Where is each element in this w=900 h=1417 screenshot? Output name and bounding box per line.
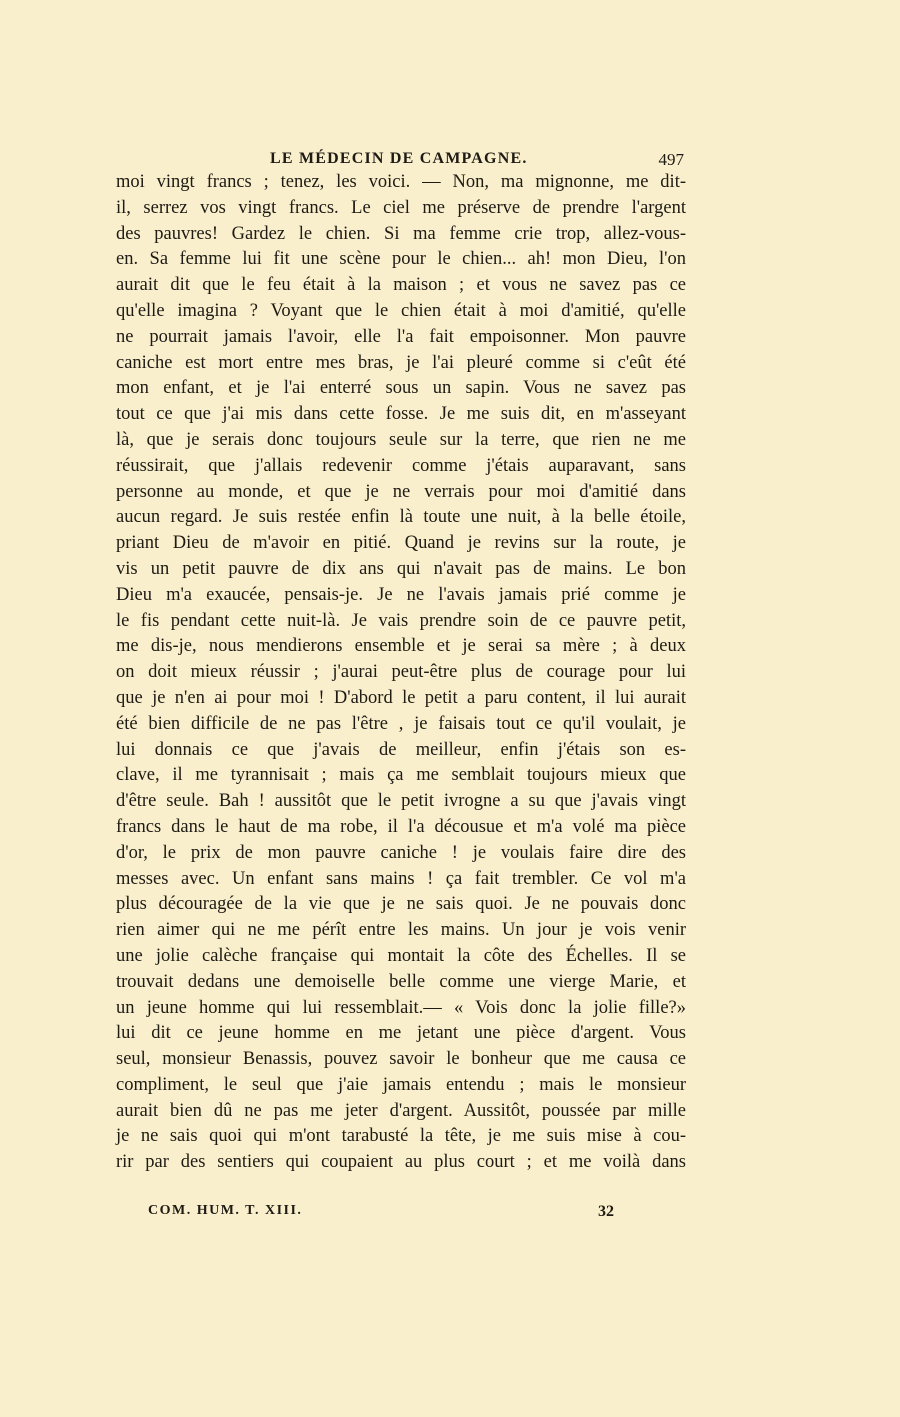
- text-line: messes avec. Un enfant sans mains ! ça fait trembler. Ce vol m'a: [116, 868, 686, 889]
- running-title: LE MÉDECIN DE CAMPAGNE.: [270, 150, 528, 167]
- text-line: me dis-je, nous mendierons ensemble et je serai sa mère ; à deux: [116, 636, 686, 657]
- text-line: une jolie calèche française qui montait la côte des Échelles. Il se: [116, 945, 686, 966]
- text-line: là, que je serais donc toujours seule sur la terre, que rien ne me: [116, 429, 686, 450]
- text-line: un jeune homme qui lui ressemblait.— « Vois donc la jolie fille?»: [116, 997, 686, 1018]
- text-line: qu'elle imagina ? Voyant que le chien était à moi d'amitié, qu'elle: [116, 300, 686, 321]
- text-line: le fis pendant cette nuit-là. Je vais prendre soin de ce pauvre petit,: [116, 610, 686, 631]
- text-line: vis un petit pauvre de dix ans qui n'avait pas de mains. Le bon: [116, 558, 686, 579]
- page-number: 497: [658, 150, 684, 169]
- text-line: clave, il me tyrannisait ; mais ça me semblait toujours mieux que: [116, 765, 686, 786]
- text-line: priant Dieu de m'avoir en pitié. Quand je revins sur la route, je: [116, 533, 686, 554]
- text-line: mon enfant, et je l'ai enterré sous un sapin. Vous ne savez pas: [116, 378, 686, 399]
- text-line: été bien difficile de ne pas l'être , je faisais tout ce qu'il voulait, je: [116, 713, 686, 734]
- text-line: Dieu m'a exaucée, pensais-je. Je ne l'avais jamais prié comme je: [116, 584, 686, 605]
- page-footer: [116, 1203, 686, 1225]
- text-line: moi vingt francs ; tenez, les voici. — Non, ma mignonne, me dit-: [116, 172, 686, 192]
- text-line: je ne sais quoi qui m'ont tarabusté la tête, je me suis mise à cou-: [116, 1126, 686, 1147]
- sheet-number: 32: [598, 1203, 614, 1220]
- text-line: compliment, le seul que j'aie jamais entendu ; mais le monsieur: [116, 1074, 686, 1095]
- text-line: on doit mieux réussir ; j'aurai peut-être plus de courage pour lui: [116, 662, 686, 683]
- text-line: il, serrez vos vingt francs. Le ciel me préserve de prendre l'argent: [116, 197, 686, 218]
- text-line: aurait dit que le feu était à la maison ; et vous ne savez pas ce: [116, 275, 686, 296]
- text-line: lui donnais ce que j'avais de meilleur, enfin j'étais son es-: [116, 739, 686, 760]
- text-line: rir par des sentiers qui coupaient au plus court ; et me voilà dans: [116, 1152, 686, 1173]
- text-line: personne au monde, et que je ne verrais pour moi d'amitié dans: [116, 481, 686, 502]
- text-line: seul, monsieur Benassis, pouvez savoir le bonheur que me causa ce: [116, 1049, 686, 1070]
- text-line: réussirait, que j'allais redevenir comme j'étais auparavant, sans: [116, 455, 686, 476]
- text-line: aucun regard. Je suis restée enfin là toute une nuit, à la belle étoile,: [116, 507, 686, 528]
- text-line: tout ce que j'ai mis dans cette fosse. Je me suis dit, en m'asseyant: [116, 404, 686, 425]
- text-line: caniche est mort entre mes bras, je l'ai pleuré comme si c'eût été: [116, 352, 686, 373]
- text-line: d'or, le prix de mon pauvre caniche ! je voulais faire dire des: [116, 842, 686, 863]
- text-line: plus découragée de la vie que je ne sais quoi. Je ne pouvais donc: [116, 894, 686, 915]
- signature-mark: COM. HUM. T. XIII.: [148, 1203, 303, 1218]
- body-text: [116, 170, 686, 1176]
- text-line: ne pourrait jamais l'avoir, elle l'a fait empoisonner. Mon pauvre: [116, 326, 686, 347]
- text-line: en. Sa femme lui fit une scène pour le chien... ah! mon Dieu, l'on: [116, 249, 686, 270]
- text-line: des pauvres! Gardez le chien. Si ma femme crie trop, allez-vous-: [116, 223, 686, 244]
- text-line: rien aimer qui ne me pérît entre les mains. Un jour je vois venir: [116, 920, 686, 941]
- text-line: d'être seule. Bah ! aussitôt que le petit ivrogne a su que j'avais vingt: [116, 791, 686, 812]
- text-line: trouvait dedans une demoiselle belle comme une vierge Marie, et: [116, 971, 686, 992]
- text-line: que je n'en ai pour moi ! D'abord le petit a paru content, il lui aurait: [116, 687, 686, 708]
- text-line: lui dit ce jeune homme en me jetant une pièce d'argent. Vous: [116, 1023, 686, 1044]
- text-line: francs dans le haut de ma robe, il l'a décousue et m'a volé ma pièce: [116, 816, 686, 837]
- text-line: aurait bien dû ne pas me jeter d'argent. Aussitôt, poussée par mille: [116, 1100, 686, 1121]
